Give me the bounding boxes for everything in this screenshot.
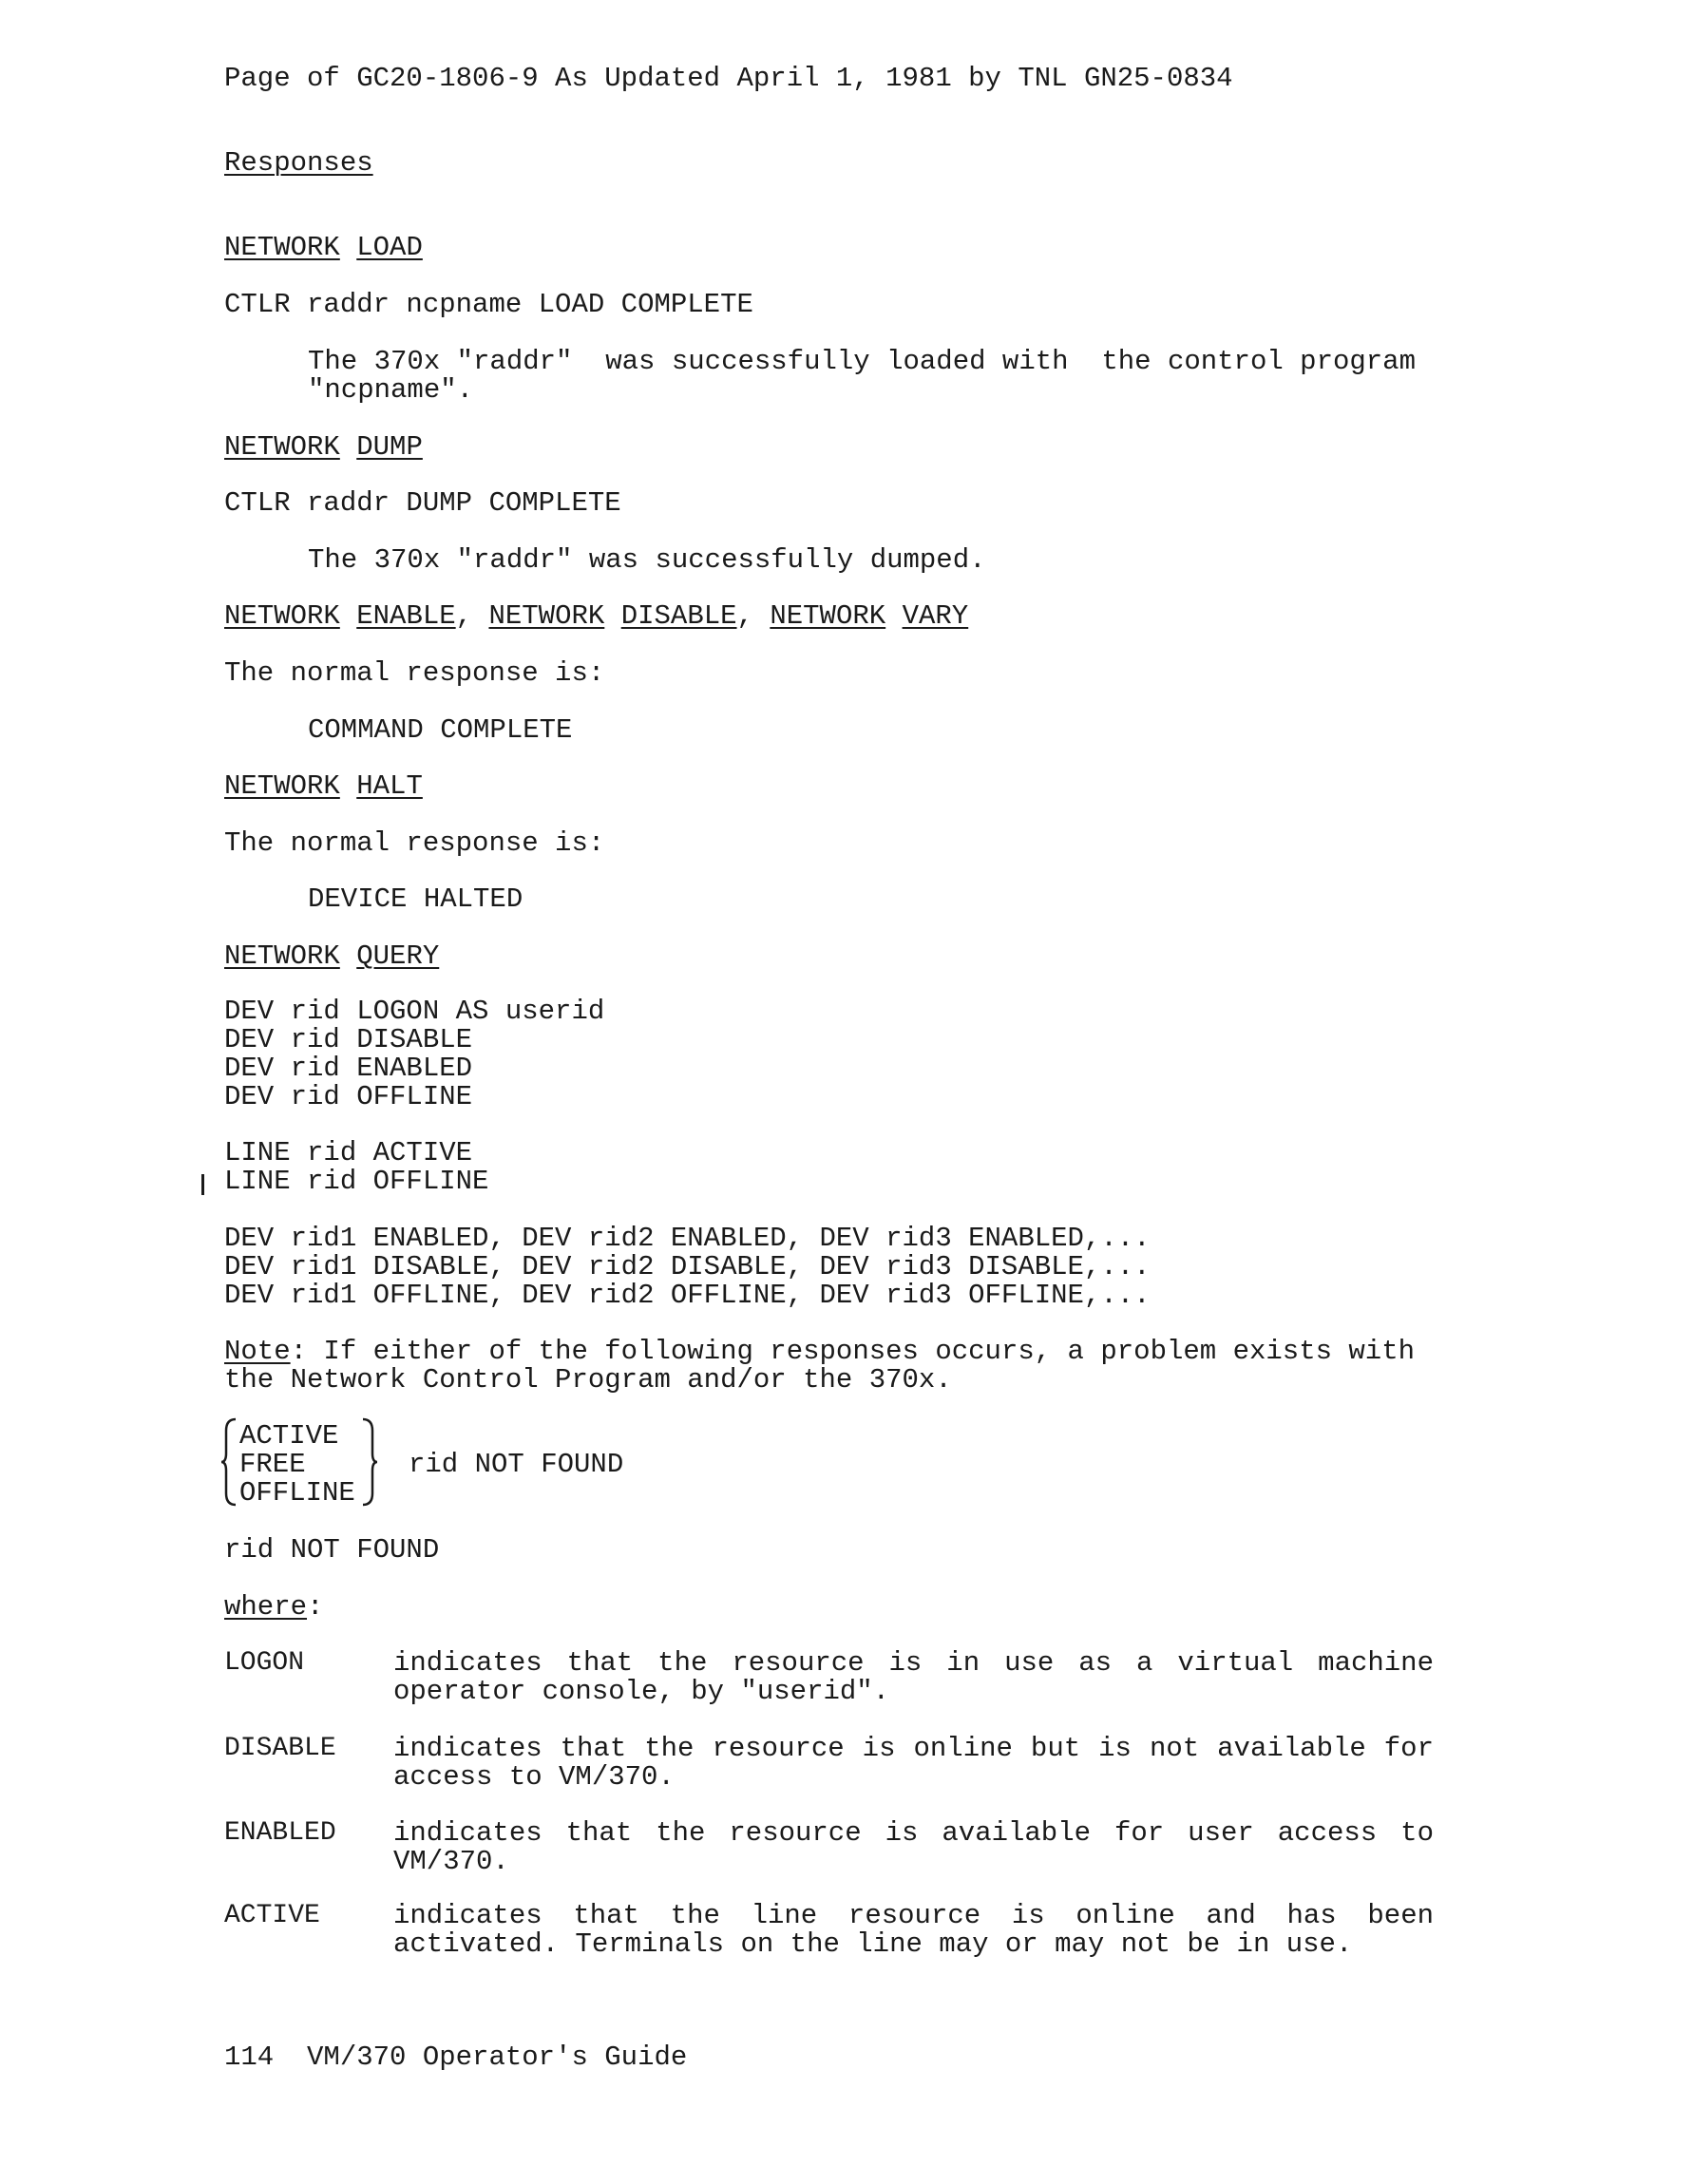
- right-brace: [361, 1417, 378, 1507]
- query-multi-line: DEV rid1 ENABLED, DEV rid2 ENABLED, DEV rid3 ENABLED,...: [224, 1223, 1151, 1254]
- heading-word: VARY: [902, 600, 969, 632]
- heading-word: LOAD: [356, 232, 423, 263]
- definition-text: indicates that the resource is available for user access to VM/370.: [393, 1817, 1434, 1877]
- heading-word: NETWORK: [224, 431, 340, 463]
- query-dev-line: DEV rid OFFLINE: [224, 1081, 473, 1112]
- query-line-line: LINE rid ACTIVE: [224, 1137, 473, 1168]
- enable-intro: The normal response is:: [224, 657, 605, 689]
- heading-word: NETWORK: [770, 600, 886, 632]
- heading-word: DISABLE: [620, 600, 737, 632]
- heading-network-load: [224, 234, 423, 262]
- enable-response: COMMAND COMPLETE: [308, 714, 573, 746]
- heading-word: NETWORK: [224, 600, 340, 632]
- heading-network-dump: [224, 433, 423, 462]
- query-line-line: LINE rid OFFLINE: [224, 1166, 489, 1197]
- brace-item: OFFLINE: [239, 1477, 355, 1509]
- heading-network-query: [224, 942, 439, 971]
- note-line-2: the Network Control Program and/or the 370x.: [224, 1364, 952, 1396]
- where-colon: :: [307, 1591, 324, 1623]
- dump-response: CTLR raddr DUMP COMPLETE: [224, 487, 621, 519]
- heading-word: HALT: [356, 770, 423, 802]
- heading-word: NETWORK: [224, 940, 340, 972]
- load-description-line-2: "ncpname".: [308, 374, 474, 406]
- query-dev-line: DEV rid LOGON AS userid: [224, 996, 605, 1027]
- page-header: Page of GC20-1806-9 As Updated April 1, 1981 by TNL GN25-0834: [224, 63, 1233, 94]
- heading-word: NETWORK: [224, 770, 340, 802]
- load-response: CTLR raddr ncpname LOAD COMPLETE: [224, 289, 753, 320]
- query-multi-line: DEV rid1 OFFLINE, DEV rid2 OFFLINE, DEV rid3 OFFLINE,...: [224, 1280, 1151, 1311]
- heading-word: NETWORK: [224, 232, 340, 263]
- heading-word: ENABLE: [356, 600, 456, 632]
- definition-text: indicates that the resource is in use as a virtual machine operator console, by "userid".: [393, 1647, 1434, 1707]
- not-found-response: rid NOT FOUND: [224, 1534, 440, 1566]
- note-line-1: [224, 1338, 1415, 1366]
- definition-term: ACTIVE: [224, 1901, 320, 1930]
- heading-word: NETWORK: [488, 600, 605, 632]
- where-word: where: [224, 1591, 308, 1623]
- dump-description: The 370x "raddr" was successfully dumped.: [308, 544, 986, 576]
- heading-network-enable-disable-vary: NETWORK ENABLE, NETWORK DISABLE, NETWORK VARY: [224, 600, 969, 632]
- where-label: [224, 1593, 323, 1622]
- definition-term: DISABLE: [224, 1734, 336, 1763]
- page-footer: 114 VM/370 Operator's Guide: [224, 2042, 688, 2073]
- section-title: Responses: [224, 147, 373, 179]
- halt-response: DEVICE HALTED: [308, 883, 523, 915]
- heading-word: QUERY: [356, 940, 440, 972]
- note-label: Note: [224, 1336, 291, 1367]
- definition-text: indicates that the resource is online but is not available for access to VM/370.: [393, 1733, 1434, 1793]
- revision-bar: [201, 1174, 204, 1195]
- load-description-line-1: The 370x "raddr" was successfully loaded with the control program: [308, 346, 1416, 377]
- definition-term: LOGON: [224, 1648, 305, 1678]
- query-multi-line: DEV rid1 DISABLE, DEV rid2 DISABLE, DEV rid3 DISABLE,...: [224, 1251, 1151, 1282]
- brace-item: FREE: [239, 1449, 306, 1480]
- definition-term: ENABLED: [224, 1818, 336, 1848]
- heading-network-halt: [224, 772, 423, 801]
- left-brace: [220, 1417, 238, 1507]
- brace-item: ACTIVE: [239, 1420, 339, 1452]
- heading-word: DUMP: [356, 431, 423, 463]
- query-dev-line: DEV rid DISABLE: [224, 1024, 473, 1055]
- query-dev-line: DEV rid ENABLED: [224, 1053, 473, 1084]
- note-text: : If either of the following responses occurs, a problem exists with: [290, 1336, 1416, 1367]
- halt-intro: The normal response is:: [224, 827, 605, 859]
- definition-text: indicates that the line resource is online and has been activated. Terminals on the line may or may not be in use.: [393, 1900, 1434, 1960]
- brace-suffix: rid NOT FOUND: [409, 1449, 624, 1480]
